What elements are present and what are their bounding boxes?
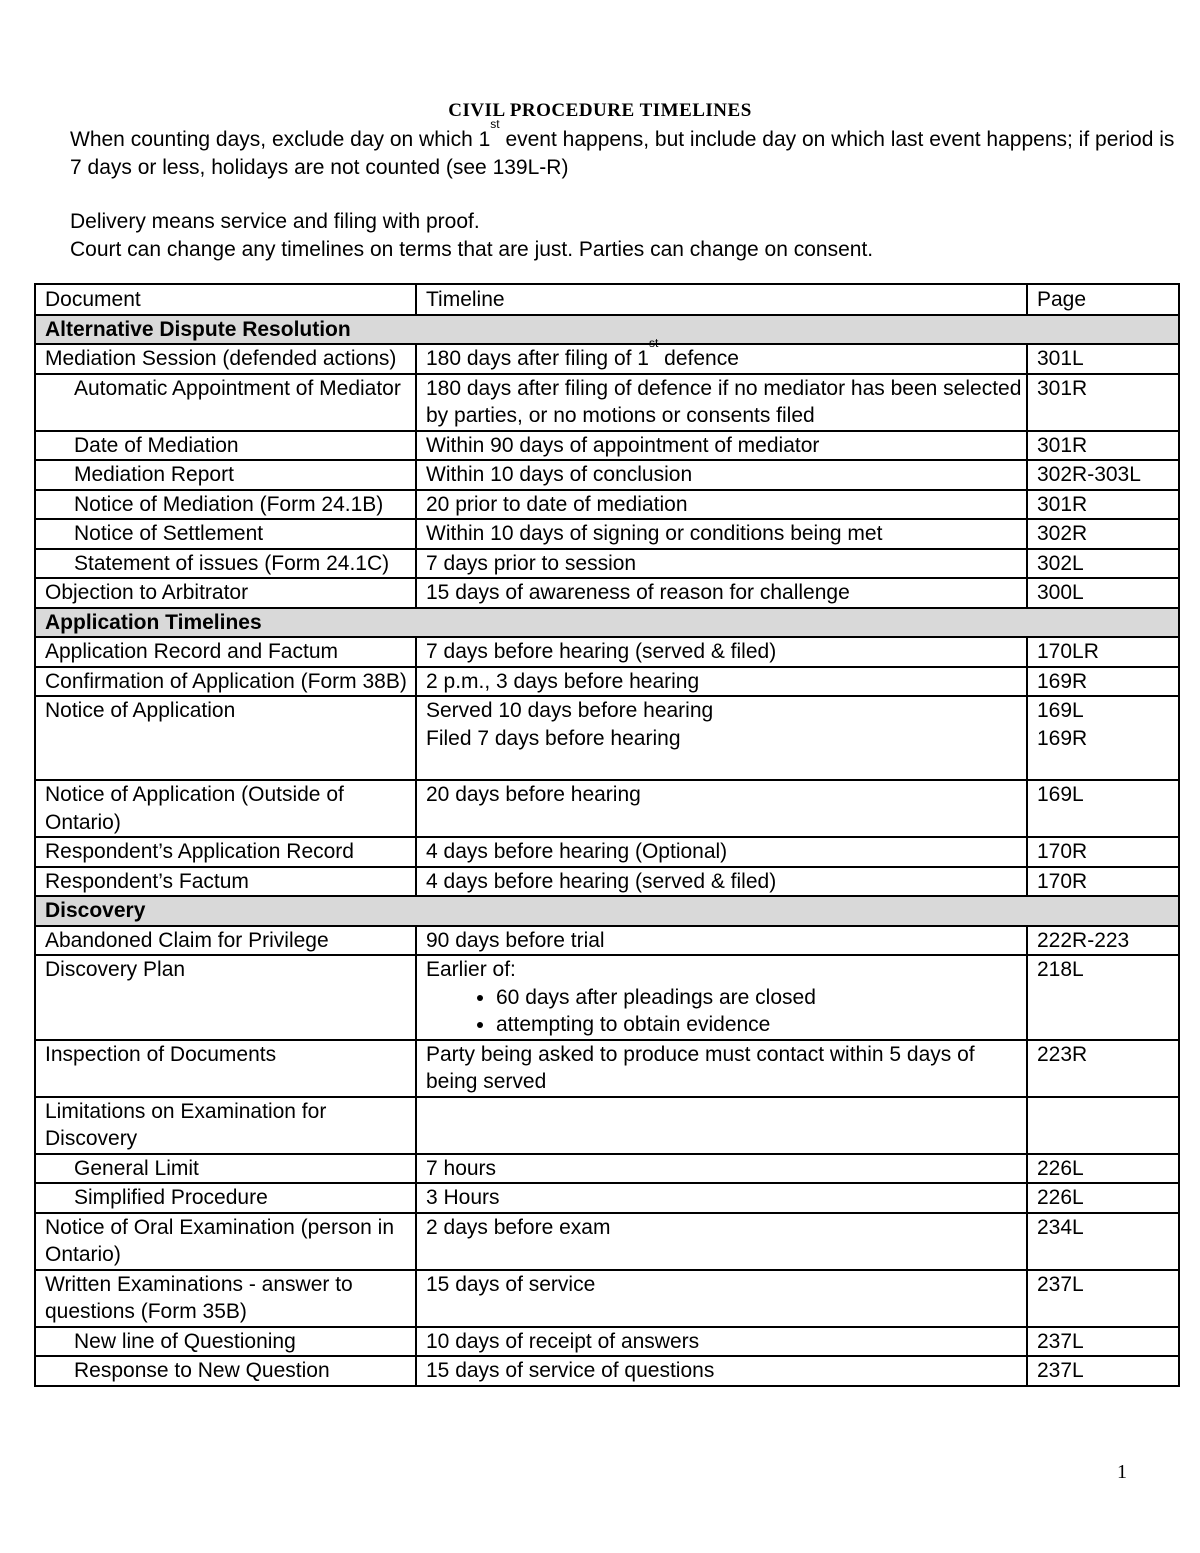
- table-row: [35, 549, 1179, 579]
- document-cell: Statement of issues (Form 24.1C): [35, 549, 416, 579]
- document-cell: Date of Mediation: [35, 431, 416, 461]
- document-cell: Simplified Procedure: [35, 1183, 416, 1213]
- page-cell: 302R-303L: [1027, 460, 1179, 490]
- timeline-cell: 2 p.m., 3 days before hearing: [416, 667, 1027, 697]
- bullet-item: • 60 days after pleadings are closed: [496, 984, 1026, 1012]
- page-cell: 222R-223: [1027, 926, 1179, 956]
- document-cell: Abandoned Claim for Privilege: [35, 926, 416, 956]
- section-discovery: Discovery: [35, 896, 1179, 926]
- table-row: [35, 344, 1179, 374]
- document-cell: Confirmation of Application (Form 38B): [35, 667, 416, 697]
- table-row: [35, 460, 1179, 490]
- timeline-cell: 90 days before trial: [416, 926, 1027, 956]
- timeline-cell: 15 days of service: [416, 1270, 1027, 1327]
- page-cell: [1027, 1097, 1179, 1154]
- document-cell: Respondent’s Factum: [35, 867, 416, 897]
- timeline-cell: 20 days before hearing: [416, 780, 1027, 837]
- timeline-cell: 4 days before hearing (served & filed): [416, 867, 1027, 897]
- table-row: [35, 1154, 1179, 1184]
- header-timeline: Timeline: [416, 284, 1027, 315]
- timeline-cell: 180 days after filing of defence if no mediator has been selected by parties, or no motions or consents filed: [416, 374, 1027, 431]
- table-row: [35, 431, 1179, 461]
- page-cell: [1027, 696, 1179, 780]
- table-row: [35, 696, 1179, 780]
- document-cell: Notice of Mediation (Form 24.1B): [35, 490, 416, 520]
- document-cell: Limitations on Examination for Discovery: [35, 1097, 416, 1154]
- timeline-cell: [416, 955, 1027, 1040]
- document-cell: Notice of Application (Outside of Ontario): [35, 780, 416, 837]
- timeline-cell: 15 days of awareness of reason for challenge: [416, 578, 1027, 608]
- table-row: [35, 578, 1179, 608]
- table-row: [35, 1270, 1179, 1327]
- timeline-cell: 10 days of receipt of answers: [416, 1327, 1027, 1357]
- table-row: [35, 1183, 1179, 1213]
- bullet-list: [426, 984, 1026, 1039]
- table-row: [35, 1327, 1179, 1357]
- table-row: [35, 637, 1179, 667]
- table-header-row: [35, 284, 1179, 315]
- timeline-cell: 180 days after filing of 1st defence: [416, 344, 1027, 374]
- section-row: [35, 315, 1179, 345]
- intro-notes: [70, 117, 1180, 263]
- document-cell: Objection to Arbitrator: [35, 578, 416, 608]
- delivery-rule: Delivery means service and filing with proof.: [70, 210, 480, 233]
- table-row: [35, 837, 1179, 867]
- timeline-cell: Within 10 days of signing or conditions being met: [416, 519, 1027, 549]
- page-cell: 170R: [1027, 867, 1179, 897]
- table-row: [35, 667, 1179, 697]
- page-line: 169R: [1037, 726, 1088, 750]
- page-cell: 234L: [1027, 1213, 1179, 1270]
- section-adr: Alternative Dispute Resolution: [35, 315, 1179, 345]
- page-cell: 226L: [1027, 1183, 1179, 1213]
- timeline-cell: 7 hours: [416, 1154, 1027, 1184]
- page-cell: 237L: [1027, 1356, 1179, 1386]
- table-row: [35, 1213, 1179, 1270]
- document-cell: Notice of Application: [35, 696, 416, 780]
- timeline-cell: 3 Hours: [416, 1183, 1027, 1213]
- section-row: [35, 896, 1179, 926]
- timeline-line: Served 10 days before hearing: [426, 699, 714, 722]
- table-row: [35, 1356, 1179, 1386]
- document-cell: New line of Questioning: [35, 1327, 416, 1357]
- table-row: [35, 1040, 1179, 1097]
- document-cell: Application Record and Factum: [35, 637, 416, 667]
- timeline-cell: 4 days before hearing (Optional): [416, 837, 1027, 867]
- page-cell: 301R: [1027, 431, 1179, 461]
- timeline-cell: 20 prior to date of mediation: [416, 490, 1027, 520]
- page-cell: 301L: [1027, 344, 1179, 374]
- section-row: [35, 608, 1179, 638]
- header-document: Document: [35, 284, 416, 315]
- page-cell: 170R: [1027, 837, 1179, 867]
- table-row: [35, 374, 1179, 431]
- timeline-cell: 7 days before hearing (served & filed): [416, 637, 1027, 667]
- document-cell: Inspection of Documents: [35, 1040, 416, 1097]
- page-line: 169L: [1037, 699, 1084, 722]
- document-cell: Notice of Oral Examination (person in Ontario): [35, 1213, 416, 1270]
- document-cell: Discovery Plan: [35, 955, 416, 1040]
- timeline-cell: Party being asked to produce must contact within 5 days of being served: [416, 1040, 1027, 1097]
- page-cell: 302R: [1027, 519, 1179, 549]
- page-cell: 218L: [1027, 955, 1179, 1040]
- table-row: [35, 867, 1179, 897]
- timeline-line: Earlier of:: [426, 958, 516, 981]
- table-row: [35, 1097, 1179, 1154]
- court-change-rule: Court can change any timelines on terms that are just. Parties can change on consent.: [70, 237, 874, 261]
- page-number: 1: [1117, 1461, 1127, 1483]
- timeline-cell: Within 10 days of conclusion: [416, 460, 1027, 490]
- document-cell: Mediation Report: [35, 460, 416, 490]
- document-cell: General Limit: [35, 1154, 416, 1184]
- page-title: CIVIL PROCEDURE TIMELINES: [448, 100, 752, 121]
- page-cell: 237L: [1027, 1270, 1179, 1327]
- timeline-cell: 15 days of service of questions: [416, 1356, 1027, 1386]
- document-cell: Mediation Session (defended actions): [35, 344, 416, 374]
- table-row: [35, 926, 1179, 956]
- page-cell: 300L: [1027, 578, 1179, 608]
- page-cell: 169L: [1027, 780, 1179, 837]
- page-cell: 169R: [1027, 667, 1179, 697]
- timeline-cell: [416, 1097, 1027, 1154]
- page-cell: 301R: [1027, 374, 1179, 431]
- page-cell: 226L: [1027, 1154, 1179, 1184]
- timeline-cell: Within 90 days of appointment of mediator: [416, 431, 1027, 461]
- document-cell: Written Examinations - answer to questions (Form 35B): [35, 1270, 416, 1327]
- timeline-cell: 7 days prior to session: [416, 549, 1027, 579]
- timeline-cell: 2 days before exam: [416, 1213, 1027, 1270]
- table-row: [35, 490, 1179, 520]
- document-cell: Automatic Appointment of Mediator: [35, 374, 416, 431]
- page-cell: 302L: [1027, 549, 1179, 579]
- document-cell: Respondent’s Application Record: [35, 837, 416, 867]
- section-application: Application Timelines: [35, 608, 1179, 638]
- table-row: [35, 780, 1179, 837]
- page-cell: 223R: [1027, 1040, 1179, 1097]
- page-cell: 170LR: [1027, 637, 1179, 667]
- counting-rule: When counting days, exclude day on which 1st event happens, but include day on which last event happens; if period is 7 days or less, holidays are not counted (see 139L-R): [70, 117, 1175, 179]
- timelines-table: [34, 283, 1180, 1387]
- timeline-cell: [416, 696, 1027, 780]
- page-cell: 301R: [1027, 490, 1179, 520]
- document-cell: Response to New Question: [35, 1356, 416, 1386]
- table-row: [35, 955, 1179, 1040]
- page-cell: 237L: [1027, 1327, 1179, 1357]
- timeline-line: Filed 7 days before hearing: [426, 726, 681, 750]
- document-cell: Notice of Settlement: [35, 519, 416, 549]
- bullet-item: • attempting to obtain evidence: [496, 1011, 1026, 1039]
- table-row: [35, 519, 1179, 549]
- header-page: Page: [1027, 284, 1179, 315]
